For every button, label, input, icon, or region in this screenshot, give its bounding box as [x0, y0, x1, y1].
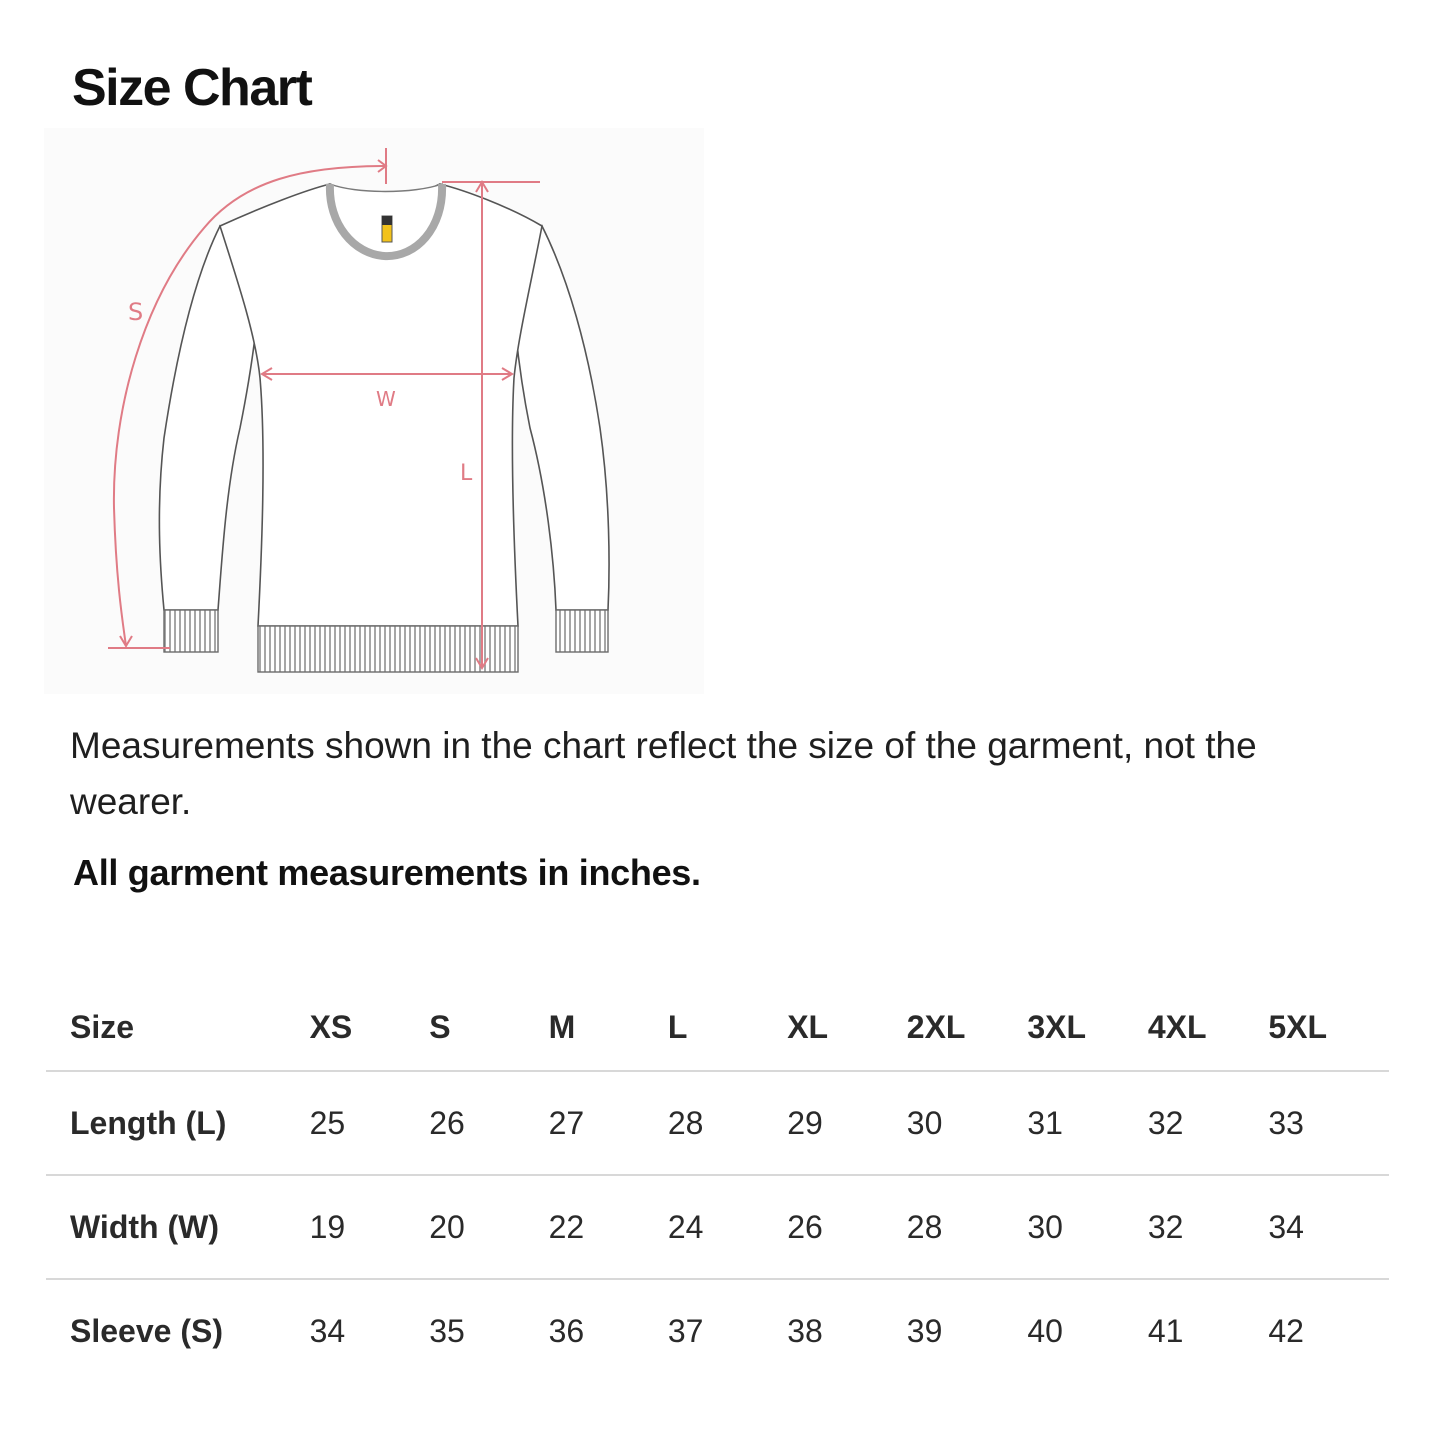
- table-cell: 27: [548, 1104, 585, 1141]
- table-cell: 36: [548, 1313, 585, 1349]
- table-cell: 28: [667, 1104, 704, 1141]
- page-title: Size Chart: [72, 59, 312, 117]
- table-cell: 31: [1027, 1104, 1063, 1141]
- table-cell: 25: [309, 1104, 346, 1141]
- table-cell: 30: [906, 1104, 943, 1141]
- size-header: 2XL: [906, 1009, 966, 1045]
- row-label: Sleeve (S): [70, 1313, 223, 1349]
- size-header: 3XL: [1027, 1009, 1086, 1045]
- left-cuff: [164, 610, 218, 652]
- size-header: 4XL: [1147, 1009, 1207, 1045]
- table-row: [46, 1279, 1389, 1383]
- table-cell: 34: [1268, 1208, 1304, 1245]
- table-cell: 32: [1147, 1104, 1184, 1141]
- table-cell: 30: [1027, 1208, 1063, 1245]
- sleeve-label: S: [128, 298, 144, 326]
- right-cuff: [556, 610, 608, 652]
- length-label: L: [460, 461, 473, 486]
- table-cell: 33: [1268, 1104, 1304, 1141]
- table-cell: 40: [1027, 1313, 1063, 1349]
- measurement-note: Measurements shown in the chart reflect the size of the garment, not the wearer.: [70, 725, 1257, 822]
- table-cell: 37: [667, 1313, 704, 1349]
- table-cell: 19: [309, 1208, 346, 1245]
- size-header: M: [548, 1009, 576, 1045]
- table-cell: 24: [667, 1208, 704, 1245]
- waist-hem: [258, 626, 518, 672]
- table-cell: 22: [548, 1208, 585, 1245]
- size-header: XL: [787, 1009, 829, 1045]
- size-header: XS: [309, 1009, 353, 1045]
- table-cell: 26: [429, 1104, 465, 1141]
- row-label: Length (L): [70, 1104, 227, 1141]
- table-cell: 39: [906, 1313, 943, 1349]
- table-cell: 26: [787, 1208, 823, 1245]
- units-note: All garment measurements in inches.: [73, 852, 701, 893]
- table-header-row: [46, 985, 1389, 1071]
- size-header: 5XL: [1268, 1009, 1328, 1045]
- sweatshirt-diagram: [44, 128, 704, 694]
- table-row: [46, 1071, 1389, 1175]
- table-cell: 41: [1147, 1313, 1184, 1349]
- table-cell: 20: [429, 1208, 465, 1245]
- width-label: W: [376, 387, 396, 411]
- table-row: [46, 1175, 1389, 1279]
- table-cell: 28: [906, 1208, 943, 1245]
- size-header: L: [667, 1009, 688, 1045]
- header-label: Size: [70, 1009, 135, 1045]
- table-cell: 32: [1147, 1208, 1184, 1245]
- row-label: Width (W): [70, 1208, 219, 1245]
- table-cell: 34: [309, 1313, 346, 1349]
- size-table: [46, 985, 1389, 1383]
- table-cell: 35: [429, 1313, 465, 1349]
- table-cell: 42: [1268, 1313, 1304, 1349]
- table-cell: 29: [787, 1104, 823, 1141]
- size-header: S: [429, 1009, 451, 1045]
- table-cell: 38: [787, 1313, 823, 1349]
